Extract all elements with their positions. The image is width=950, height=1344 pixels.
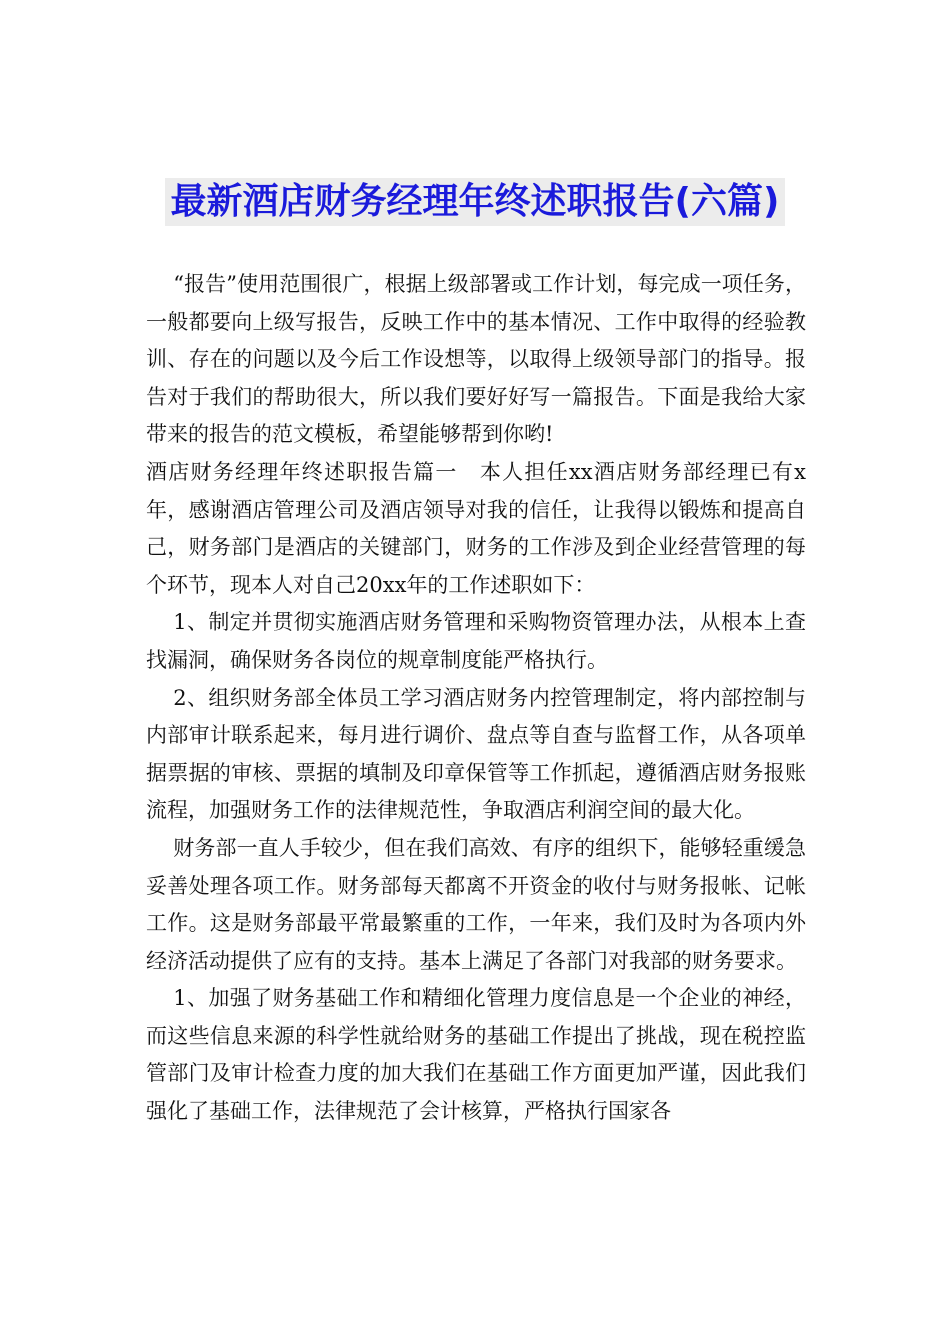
paragraph-finance-work: 财务部一直人手较少，但在我们高效、有序的组织下，能够轻重缓急妥善处理各项工作。财务部每天都离不开资金的收付与财务报帐、记帐工作。这是财务部最平常最繁重的工作，一年来，我们及时为各项内外经济活动提供了应有的支持。基本上满足了各部门对我部的财务要求。 (146, 835, 806, 973)
paragraph-intro: “报告”使用范围很广，根据上级部署或工作计划，每完成一项任务，一般都要向上级写报告，反映工作中的基本情况、工作中取得的经验教训、存在的问题以及今后工作设想等，以取得上级领导部门的指导。报告对于我们的帮助很大，所以我们要好好写一篇报告。下面是我给大家带来的报告的范文模板，希望能够帮到你哟! (146, 272, 806, 447)
paragraph-item-1: 1、制定并贯彻实施酒店财务管理和采购物资管理办法，从根本上查找漏洞，确保财务各岗位的规章制度能严格执行。 (146, 610, 806, 672)
document-body (146, 266, 806, 1131)
paragraph-item-2: 2、组织财务部全体员工学习酒店财务内控管理制定，将内部控制与内部审计联系起来，每月进行调价、盘点等自查与监督工作，从各项单据票据的审核、票据的填制及印章保管等工作抓起，遵循酒店财务报账流程，加强财务工作的法律规范性，争取酒店利润空间的最大化。 (146, 685, 806, 823)
paragraph-section-one: 酒店财务经理年终述职报告篇一 本人担任xx酒店财务部经理已有x年，感谢酒店管理公司及酒店领导对我的信任，让我得以锻炼和提高自己，财务部门是酒店的关键部门，财务的工作涉及到企业经营管理的每个环节，现本人对自己20xx年的工作述职如下： (146, 459, 806, 597)
paragraph-item-1-basic-work: 1、加强了财务基础工作和精细化管理力度信息是一个企业的神经，而这些信息来源的科学性就给财务的基础工作提出了挑战，现在税控监管部门及审计检查力度的加大我们在基础工作方面更加严谨，因此我们强化了基础工作，法律规范了会计核算，严格执行国家各 (146, 986, 806, 1124)
title-container (0, 178, 950, 226)
document-title: 最新酒店财务经理年终述职报告(六篇) (165, 178, 786, 226)
